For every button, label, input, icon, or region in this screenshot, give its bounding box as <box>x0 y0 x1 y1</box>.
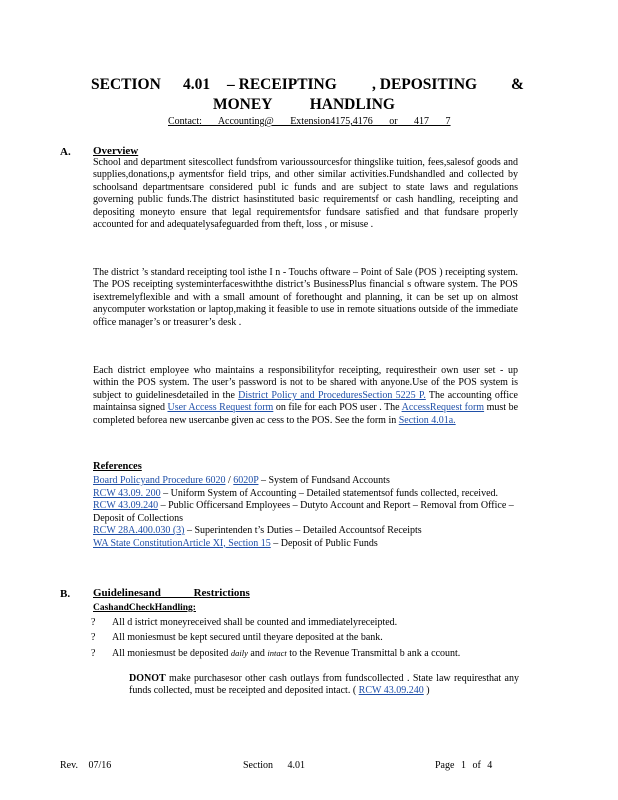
ref-text: – Uniform System of Accounting – Detailed statementsof funds collected, received. <box>160 487 499 499</box>
rcw-4309240-link-2[interactable]: RCW 43.09.240 <box>358 685 424 697</box>
overview-paragraph-2: The district ’s standard receipting tool isthe I n - Touchs oftware – Point of Sale (POS ) receipting system. The POS receipting systeminterfaceswiththe district’s BusinessPlus financial s oftware system. The POS isextremelyflexible and with a small amount of forethought and planning, it can be set up on almost anycomputer workstation or laptop,making it feasible to use in remote situations outside of the immediate office manager’s or treasurer’s desk . <box>93 267 518 328</box>
references-heading: References <box>93 461 142 472</box>
district-policy-link[interactable]: District Policy and ProceduresSection 5225 P. <box>238 389 426 401</box>
bullet-text: All d istrict moneyreceived shall be counted and immediatelyreceipted. <box>112 617 398 628</box>
title-section-label: SECTION <box>91 76 161 93</box>
contact-line: Contact: Accounting@ Extension4175,4176 or 417 7 <box>168 116 451 127</box>
guidelines-heading: Guidelinesand Restrictions <box>93 587 250 599</box>
donot-label: DONOT <box>129 673 166 684</box>
intact-text: intact <box>267 648 287 658</box>
section-a-letter: A. <box>60 146 71 158</box>
overview-heading: Overview <box>93 145 139 157</box>
p3-text-d: must be completed beforea new usercanbe given ac cess to the POS. See the form in <box>93 402 519 426</box>
ref-text: – Superintenden t’s Duties – Detailed Accountsof Receipts <box>184 525 422 536</box>
reference-item <box>93 500 518 525</box>
ref-text: – Deposit of Public Funds <box>270 537 378 549</box>
ref-text: – System of Fundsand Accounts <box>258 475 390 486</box>
title-line2: MONEY HANDLING <box>213 96 395 113</box>
rcw-4309240-link[interactable]: RCW 43.09.240 <box>93 500 159 511</box>
donot-paragraph <box>129 673 519 698</box>
reference-item <box>93 538 518 551</box>
bullet-text: to the Revenue Transmittal b ank a ccount. <box>286 648 461 659</box>
bullet-item-3 <box>91 647 521 661</box>
reference-item <box>93 525 518 538</box>
title-receipting: – RECEIPTING <box>227 76 337 93</box>
rcw-4309200-link[interactable]: RCW 43.09. 200 <box>93 487 161 499</box>
daily-text: daily <box>230 648 248 658</box>
donot-text: make purchasesor other cash outlays from fundscollected . State law requiresthat any funds collected, must be receipted and deposited intact. ( <box>129 673 519 697</box>
wa-constitution-link[interactable]: WA State ConstitutionArticle XI, Section 15 <box>93 537 271 549</box>
title-depositing: , DEPOSITING <box>372 76 478 93</box>
bullet-text: All moniesmust be deposited <box>112 648 231 659</box>
reference-item <box>93 475 518 488</box>
user-access-request-link[interactable]: User Access Request form <box>167 402 274 414</box>
overview-paragraph-1: School and department sitescollect fundsfrom varioussourcesfor thingslike tuition, fees,salesof goods and supplies,donations,p aymentsfor field trips, and other similar activities.Fundshandled and collected by schoolsand departmentsare considered publ ic funds and are subject to state laws and regulations governing public funds.The district hasinstituted basic requirementsf or cash handling, receipting and depositing moneyto ensure that legal requirementsfor fundsare satisfied and that fundsare properly accounted for and adequatelysafeguarded from theft, loss , or misuse . <box>93 157 518 231</box>
board-policy-6020-link[interactable]: Board Policyand Procedure 6020 <box>93 475 226 486</box>
references-list <box>93 475 518 550</box>
footer-section: Section 4.01 <box>243 760 305 771</box>
donot-end: ) <box>423 685 430 697</box>
bullet-text: and <box>247 648 268 659</box>
section-401a-link[interactable]: Section 4.01a. <box>398 414 456 426</box>
bullet-item-1 <box>91 617 521 630</box>
p3-text-c: on file for each POS user . The <box>273 402 402 414</box>
title-ampersand: & <box>511 76 524 93</box>
rcw-28a400030-link[interactable]: RCW 28A.400.030 (3) <box>93 525 185 536</box>
overview-paragraph-3 <box>93 365 518 427</box>
bullet-marker: ? <box>91 617 96 628</box>
footer-revision: Rev. 07/16 <box>60 760 112 771</box>
p3-text-a: Each district employee who maintains a responsibilityfor receipting, requirestheir own user set - up within the POS system. The user’s password is not to be shared with anyone.Use of the POS system is subject to guidelinesdetailed in the <box>93 365 518 401</box>
bullet-marker: ? <box>91 648 96 659</box>
reference-item <box>93 488 518 501</box>
ref-text: – Public Officersand Employees – Dutyto Account and Report – Removal from Office – Deposit of Collections <box>93 500 514 524</box>
title-section-number: 4.01 <box>183 76 211 93</box>
bullet-item-2 <box>91 632 521 645</box>
bullet-text: All moniesmust be kept secured until theyare deposited at the bank. <box>112 632 383 643</box>
section-b-letter: B. <box>60 588 71 600</box>
access-request-form-link[interactable]: AccessRequest form <box>401 402 485 414</box>
policy-6020p-link[interactable]: 6020P <box>233 475 259 486</box>
p3-text-b: The accounting office maintainsa signed <box>93 389 518 414</box>
cash-check-subheading: CashandCheckHandling: <box>93 603 196 613</box>
bullet-marker: ? <box>91 632 96 643</box>
footer-page-number: Page 1 of 4 <box>435 760 493 771</box>
ref-separator: / <box>225 475 234 486</box>
